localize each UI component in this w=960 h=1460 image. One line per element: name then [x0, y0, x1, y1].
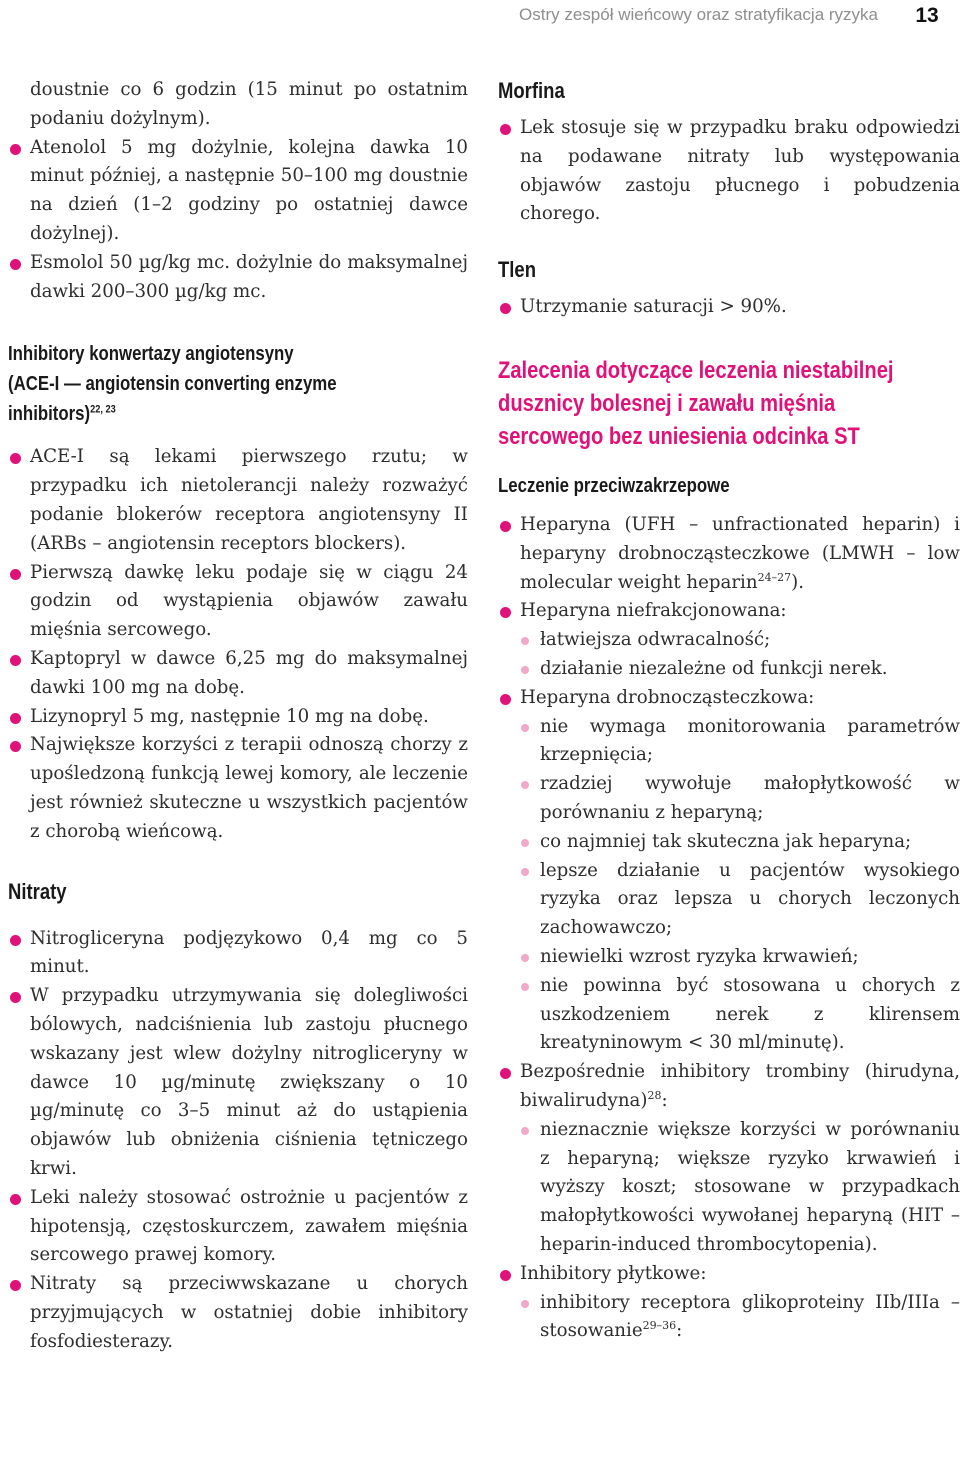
sub-skuteczna: co najmniej tak skuteczna jak heparyna; — [498, 828, 960, 857]
recommendations-heading-line2: dusznicy bolesnej i zawału mięśnia — [498, 389, 836, 417]
recommendations-heading — [498, 354, 960, 453]
sub-lepsze-dzialanie: lepsze działanie u pacjentów wysokiego ryzyka oraz lepsza u chorych leczonych zachowawczo; — [498, 857, 960, 943]
morfina-heading: Morfina — [498, 78, 565, 103]
bullet-first-dose: Pierwszą dawkę leku podaje się w ciągu 24 godzin od wystąpienia objawów zawału mięśnia sercowego. — [8, 559, 468, 645]
bullet-tlen: Utrzymanie saturacji > 90%. — [498, 293, 960, 322]
acei-heading-line3 — [8, 399, 394, 429]
glikoproteina-text: inhibitory receptora glikoproteiny IIb/IIIa – stosowanie — [540, 1291, 960, 1342]
bullet-lizynopryl: Lizynopryl 5 mg, następnie 10 mg na dobę. — [8, 703, 468, 732]
bullet-ostroznie: Leki należy stosować ostrożnie u pacjentów z hipotensją, częstoskurczem, zawałem mięśnia sercowego prawej komory. — [8, 1184, 468, 1270]
heparyna-citation: 24–27 — [757, 570, 792, 584]
sub-funkcja-nerek: działanie niezależne od funkcji nerek. — [498, 655, 960, 684]
sub-krwawienia: niewielki wzrost ryzyka krwawień; — [498, 943, 960, 972]
anticoagulant-heading: Leczenie przeciwzakrzepowe — [498, 474, 730, 497]
bezposrednie-text: Bezpośrednie inhibitory trombiny (hirudyna, biwalirudyna) — [520, 1061, 960, 1111]
heparyna-tail: ). — [791, 571, 804, 593]
bullet-niefrakcjonowana: Heparyna niefrakcjonowana: — [498, 597, 960, 626]
acei-heading-line1: Inhibitory konwertazy angiotensyny — [8, 343, 294, 366]
bullet-plytkowe: Inhibitory płytkowe: — [498, 1260, 960, 1289]
bullet-wlew: W przypadku utrzymywania się dolegliwości bólowych, nadciśnienia lub zastoju płucnego wskazany jest wlew dożylny nitrogliceryny w dawce 10 µg/minutę zwiększany o 10 µg/minutę co 3–5 minut aż do ustąpienia objawów lub obniżenia ciśnienia tętniczego krwi. — [8, 982, 468, 1184]
bullet-bezposrednie — [498, 1058, 960, 1116]
bullet-przeciwwskazane: Nitraty są przeciwwskazane u chorych przyjmujących w ostatniej dobie inhibitory fosfodiesterazy. — [8, 1270, 468, 1356]
sub-glikoproteina — [498, 1289, 960, 1347]
bullet-morfina: Lek stosuje się w przypadku braku odpowiedzi na podawane nitraty lub występowania objawów zastoju płucnego i pobudzenia chorego. — [498, 114, 960, 229]
bezposrednie-citation: 28 — [647, 1088, 662, 1102]
recommendations-heading-line1: Zalecenia dotyczące leczenia niestabilnej — [498, 356, 894, 384]
sub-malopytkowosc: rzadziej wywołuje małopłytkowość w porównaniu z heparyną; — [498, 770, 960, 828]
intro-text: doustnie co 6 godzin (15 minut po ostatnim podaniu dożylnym). — [30, 79, 468, 129]
acei-heading-citation: 22, 23 — [90, 403, 116, 416]
sub-odwracalnosc: łatwiejsza odwracalność; — [498, 626, 960, 655]
glikoproteina-citation: 29–36 — [642, 1319, 677, 1333]
recommendations-heading-line3: sercowego bez uniesienia odcinka ST — [498, 422, 860, 450]
page-number: 13 — [900, 0, 954, 34]
bezposrednie-tail: : — [661, 1089, 668, 1111]
bullet-kaptopryl: Kaptopryl w dawce 6,25 mg do maksymalnej dawki 100 mg na dobę. — [8, 645, 468, 703]
bullet-atenolol: Atenolol 5 mg dożylnie, kolejna dawka 10 minut później, a następnie 50–100 mg doustnie na dzień (1–2 godziny po ostatniej dawce dożylnej). — [8, 134, 468, 249]
right-column — [498, 76, 960, 1346]
bullet-esmolol: Esmolol 50 µg/kg mc. dożylnie do maksymalnej dawki 200–300 µg/kg mc. — [8, 249, 468, 307]
acei-heading-line2: (ACE-I — angiotensin converting enzyme — [8, 373, 337, 396]
running-title: Ostry zespół wieńcowy oraz stratyfikacja ryzyka — [519, 5, 878, 24]
glikoproteina-tail: : — [676, 1320, 683, 1342]
bullet-heparyna — [498, 511, 960, 597]
sub-uszkodzenie-nerek: nie powinna być stosowana u chorych z uszkodzeniem nerek z klirensem kreatyninowym < 30 ml/minutę). — [498, 972, 960, 1058]
bullet-drobnoczasteczkowa: Heparyna drobnocząsteczkowa: — [498, 684, 960, 713]
left-column — [8, 76, 468, 1356]
tlen-heading: Tlen — [498, 257, 536, 283]
bullet-benefits: Największe korzyści z terapii odnoszą chorzy z upośledzoną funkcją lewej komory, ale leczenie jest również skuteczne u wszystkich pacjentów z chorobą wieńcową. — [8, 731, 468, 846]
nitraty-heading: Nitraty — [8, 878, 67, 904]
acei-heading — [8, 339, 468, 429]
bullet-nitrogliceryna: Nitrogliceryna podjęzykowo 0,4 mg co 5 minut. — [8, 925, 468, 983]
sub-monitorowanie: nie wymaga monitorowania parametrów krzepnięcia; — [498, 713, 960, 771]
page-header — [0, 0, 960, 36]
heparyna-text: Heparyna (UFH – unfractionated heparin) i heparyny drobnocząsteczkowe (LMWH – low molecular weight heparin — [520, 513, 960, 593]
acei-heading-line3-text: inhibitors) — [8, 403, 91, 426]
bullet-acei-first-line: ACE-I są lekami pierwszego rzutu; w przypadku ich nietolerancji należy rozważyć podanie blokerów receptora angiotensyny II (ARBs – angiotensin receptors blockers). — [8, 443, 468, 558]
sub-hirudyna: nieznacznie większe korzyści w porównaniu z heparyną; większe ryzyko krwawień i wyższy koszt; stosowane w przypadkach małopłytkowości wywołanej heparyną (HIT – heparin-induced thrombocytopenia). — [498, 1116, 960, 1260]
